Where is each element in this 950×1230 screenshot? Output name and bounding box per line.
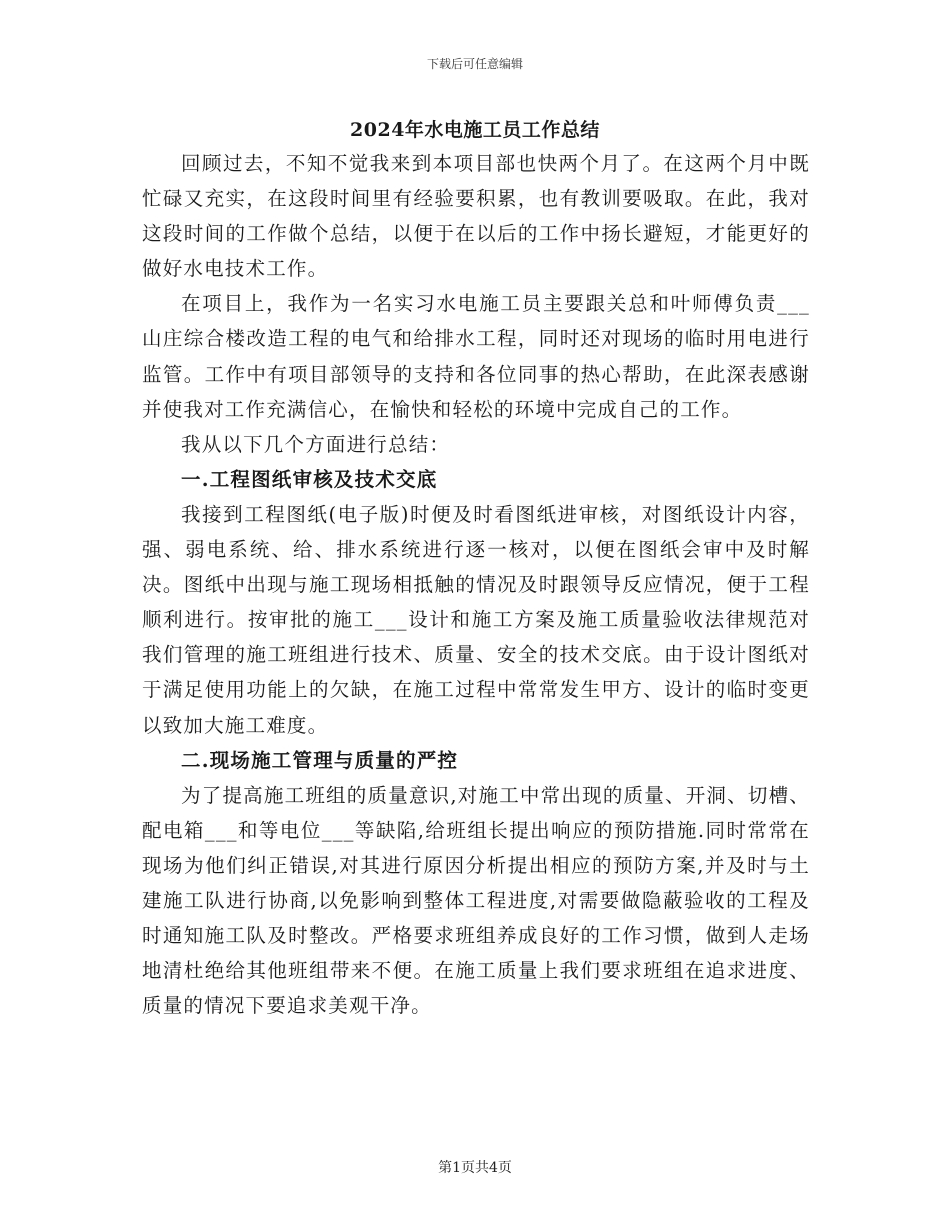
paragraph-summary-lead: 我从以下几个方面进行总结： [181,432,451,456]
page-number: 第1页共4页 [438,1160,512,1176]
paragraph-drawings: 我接到工程图纸(电子版)时便及时看图纸进审核，对图纸设计内容，强、弱电系统、给、排水系统进行逐一核对，以便在图纸会审中及时解决。图纸中出现与施工现场相抵触的情况及时跟领导反应情况，便于工程顺利进行。按审批的施工___设计和施工方案及施工质量验收法律规范对我们管理的施工班组进行技术、质量、安全的技术交底。由于设计图纸对于满足使用功能上的欠缺，在施工过程中常常发生甲方、设计的临时变更以致加大施工难度。 [142,502,810,737]
paragraph-site-management: 为了提高施工班组的质量意识,对施工中常出现的质量、开洞、切槽、配电箱___和等电位___等缺陷,给班组长提出响应的预防措施.同时常常在现场为他们纠正错误,对其进行原因分析提出相应的预防方案,并及时与土建施工队进行协商,以免影响到整体工程进度,对需要做隐蔽验收的工程及时通知施工队及时整改。严格要求班组养成良好的工作习惯，做到人走场地清杜绝给其他班组带来不便。在施工质量上我们要求班组在追求进度、质量的情况下要追求美观干净。 [142,783,810,1018]
paragraph-intro: 回顾过去，不知不觉我来到本项目部也快两个月了。在这两个月中既忙碌又充实，在这段时间里有经验要积累，也有教训要吸取。在此，我对这段时间的工作做个总结，以便于在以后的工作中扬长避短，才能更好的做好水电技术工作。 [142,152,810,281]
page-header-note: 下载后可任意编辑 [426,57,523,71]
section-heading-1: 一.工程图纸审核及技术交底 [181,467,438,491]
document-title: 2024年水电施工员工作总结 [350,119,600,141]
document-body [142,146,810,1023]
section-heading-2: 二.现场施工管理与质量的严控 [181,748,459,772]
paragraph-project: 在项目上，我作为一名实习水电施工员主要跟关总和叶师傅负责___山庄综合楼改造工程的电气和给排水工程，同时还对现场的临时用电进行监管。工作中有项目部领导的支持和各位同事的热心帮助，在此深表感谢并使我对工作充满信心，在愉快和轻松的环境中完成自己的工作。 [142,292,810,421]
